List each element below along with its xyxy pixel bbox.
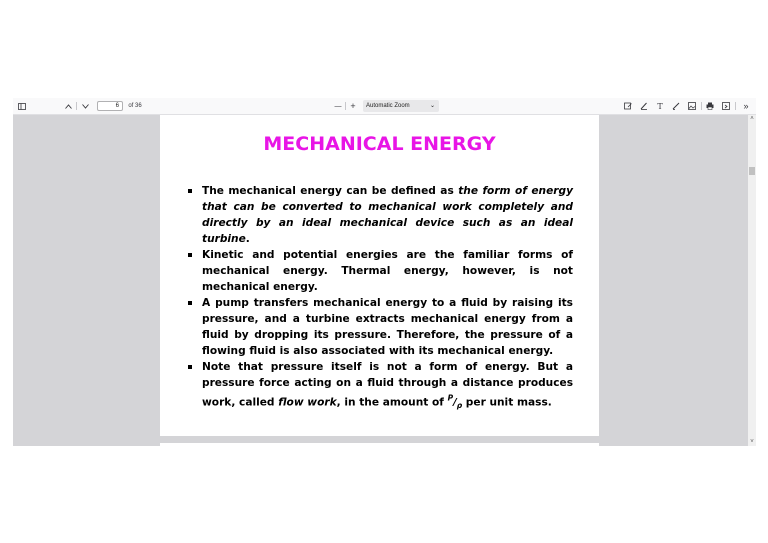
list-item: The mechanical energy can be defined as the form of energy that can be converted to mechanical work completely and directly by an ideal mechanical device such as an ideal turbine. (188, 183, 573, 247)
zoom-out-button[interactable]: — (334, 102, 342, 110)
page-number-input[interactable]: 6 (97, 101, 123, 111)
zoom-in-button[interactable]: + (350, 101, 356, 111)
toolbar-divider (76, 102, 77, 110)
list-item: Note that pressure itself is not a form of energy. But a pressure force acting on a fluid through a distance produces work, called flow work, in the amount of $^P/_\rho$ per unit mass. (188, 359, 573, 414)
sidebar-toggle-icon[interactable] (17, 98, 27, 114)
toolbar (13, 98, 756, 115)
toolbar-divider (345, 102, 346, 110)
page-title: MECHANICAL ENERGY (263, 133, 496, 155)
list-item: A pump transfers mechanical energy to a fluid by raising its pressure, and a turbine extracts mechanical energy from a fluid by dropping its pressure. Therefore, the pressure of a flowing fluid is also associated with its mechanical energy. (188, 295, 573, 359)
list-item: Kinetic and potential energies are the familiar forms of mechanical energy. Thermal energy, however, is not mechanical energy. (188, 247, 573, 295)
zoom-select-value: Automatic Zoom (366, 103, 410, 109)
chevron-down-icon: ⌄ (429, 103, 435, 109)
next-page-icon[interactable] (80, 98, 90, 114)
scroll-thumb[interactable] (749, 167, 755, 175)
toolbar-divider (735, 102, 736, 110)
document-canvas (13, 115, 748, 446)
free-highlight-icon[interactable] (639, 98, 649, 114)
print-icon[interactable] (705, 98, 715, 114)
bullet-list (188, 183, 573, 414)
toolbar-divider (701, 102, 702, 110)
more-tools-icon[interactable]: » (743, 101, 749, 111)
image-icon[interactable] (687, 98, 697, 114)
vertical-scrollbar[interactable] (748, 115, 756, 446)
text-tool-icon[interactable]: T (657, 101, 663, 111)
previous-page-icon[interactable] (63, 98, 73, 114)
highlight-icon[interactable] (623, 98, 633, 114)
save-icon[interactable] (721, 98, 731, 114)
draw-icon[interactable] (671, 98, 681, 114)
scroll-up-icon[interactable]: ˄ (750, 116, 754, 122)
pressure-density-fraction: $^P/_\rho$ (447, 394, 463, 411)
zoom-select[interactable] (363, 100, 439, 112)
pdf-viewer (13, 98, 756, 446)
page-count: of 36 (128, 103, 142, 109)
scroll-down-icon[interactable]: ˅ (750, 439, 754, 445)
next-pdf-page (160, 443, 599, 446)
pdf-page (160, 115, 599, 436)
